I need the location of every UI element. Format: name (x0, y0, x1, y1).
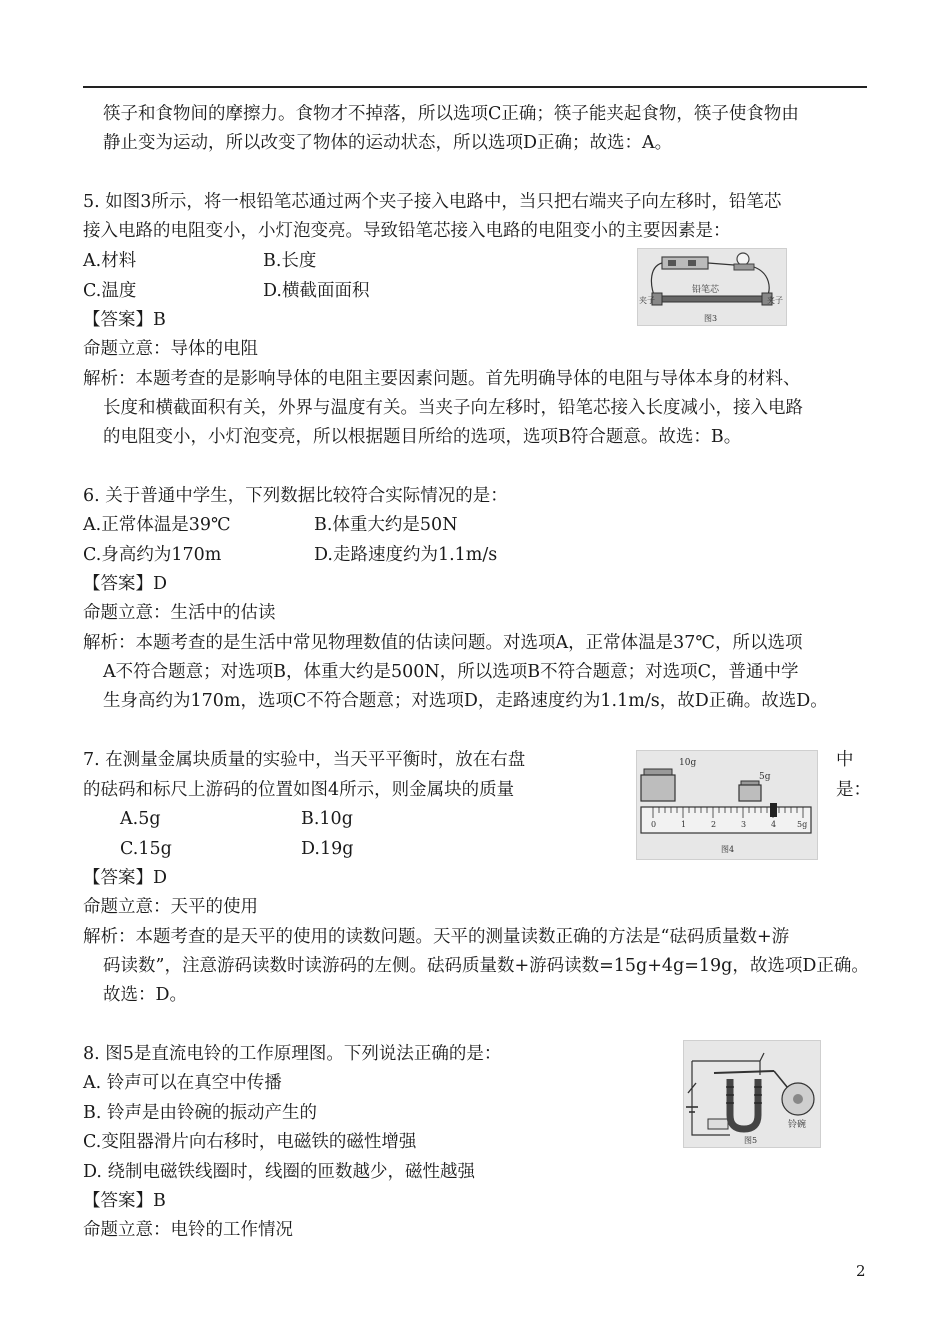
q6-option-d: D.走路速度约为1.1m/s (314, 545, 498, 565)
q7-analysis-line-2: 码读数”，注意游码读数时读游码的左侧。砝码质量数+游码读数=15g+4g=19g，故选项D正确。 (103, 956, 869, 976)
q5-option-d: D.横截面面积 (263, 281, 370, 301)
q6-intent: 命题立意：生活中的估读 (83, 603, 276, 623)
q5-analysis-line-2: 长度和横截面积有关，外界与温度有关。当夹子向左移时，铅笔芯接入长度减小，接入电路 (103, 398, 803, 418)
q7-option-a: A.5g (120, 809, 161, 829)
scale-tick-label-2: 2 (711, 820, 717, 829)
q8-option-d: D. 绕制电磁铁线圈时，线圈的匝数越少，磁性越强 (83, 1162, 476, 1182)
weight-5g-icon (739, 785, 761, 801)
q6-analysis-line-1: 解析：本题考查的是生活中常见物理数值的估读问题。对选项A，正常体温是37℃，所以选项 (83, 633, 803, 653)
figure-3-caption: 图3 (704, 314, 718, 323)
scale-tick-label-3: 3 (741, 820, 747, 829)
rheostat-icon (708, 1119, 728, 1129)
q7-analysis-line-3: 故选：D。 (103, 985, 188, 1005)
q6-option-c: C.身高约为170m (83, 545, 222, 565)
scale-tick-label-0: 0 (651, 820, 657, 829)
q7-analysis-line-1: 解析：本题考查的是天平的使用的读数问题。天平的测量读数正确的方法是“砝码质量数+游 (83, 927, 790, 947)
q7-stem-line-2: 的砝码和标尺上游码的位置如图4所示，则金属块的质量 (83, 780, 515, 800)
q5-analysis-line-1: 解析：本题考查的是影响导体的电阻主要因素问题。首先明确导体的电阻与导体本身的材料、 (83, 369, 801, 389)
bulb-icon (737, 253, 749, 265)
q5-stem-line-1: 5. 如图3所示，将一根铅笔芯通过两个夹子接入电路中，当只把右端夹子向左移时，铅笔芯 (83, 192, 782, 212)
figure-3-pencil-lead-circuit (637, 248, 787, 326)
figure-4-weight-10g-label: 10g (679, 758, 697, 768)
q6-stem: 6. 关于普通中学生，下列数据比较符合实际情况的是： (83, 486, 508, 506)
q8-option-c: C.变阻器滑片向右移时，电磁铁的磁性增强 (83, 1132, 417, 1152)
q7-stem-line-1-end: 中 (836, 750, 854, 770)
q5-analysis-line-3: 的电阻变小，小灯泡变亮，所以根据题目所给的选项，选项B符合题意。故选：B。 (103, 427, 742, 447)
q8-option-b: B. 铃声是由铃碗的振动产生的 (83, 1103, 317, 1123)
q7-stem-line-2-end: 是： (836, 780, 871, 800)
q8-intent: 命题立意：电铃的工作情况 (83, 1220, 293, 1240)
q7-stem-line-1: 7. 在测量金属块质量的实验中，当天平平衡时，放在右盘 (83, 750, 526, 770)
rider-icon (770, 803, 777, 817)
q8-stem: 8. 图5是直流电铃的工作原理图。下列说法正确的是： (83, 1044, 502, 1064)
figure-5-electric-bell (683, 1040, 821, 1148)
q5-option-c: C.温度 (83, 281, 137, 301)
q6-analysis-line-2: A不符合题意；对选项B，体重大约是500N，所以选项B不符合题意；对选项C，普通中学 (103, 662, 799, 682)
figure-3-label-core: 铅笔芯 (692, 285, 720, 295)
q5-stem-line-2: 接入电路的电阻变小，小灯泡变亮。导致铅笔芯接入电路的电阻变小的主要因素是： (83, 221, 731, 241)
q5-answer: 【答案】B (83, 310, 166, 330)
scale-tick-label-1: 1 (681, 820, 687, 829)
weight-10g-icon (641, 775, 675, 801)
q6-option-b: B.体重大约是50N (314, 515, 458, 535)
q6-option-a: A.正常体温是39℃ (83, 515, 231, 535)
armature-icon (714, 1071, 774, 1073)
q5-option-b: B.长度 (263, 251, 317, 271)
electromagnet-icon (730, 1079, 758, 1129)
q7-option-b: B.10g (301, 809, 353, 829)
q6-analysis-line-3: 生身高约为170m，选项C不符合题意；对选项D，走路速度约为1.1m/s，故D正确。故选D。 (103, 691, 828, 711)
q8-option-a: A. 铃声可以在真空中传播 (83, 1073, 282, 1093)
figure-4-caption: 图4 (721, 845, 735, 854)
scale-tick-label-5g: 5g (797, 820, 808, 829)
q7-option-c: C.15g (120, 839, 172, 859)
scale-tick-label-4: 4 (771, 820, 777, 829)
q7-intent: 命题立意：天平的使用 (83, 897, 258, 917)
q7-answer: 【答案】D (83, 868, 168, 888)
header-rule (83, 86, 867, 88)
q6-answer: 【答案】D (83, 574, 168, 594)
scale-ruler (641, 807, 811, 833)
figure-5-label-bowl: 铃碗 (788, 1120, 807, 1130)
q8-answer: 【答案】B (83, 1191, 166, 1211)
figure-3-label-right-clip: 夹子 (767, 296, 783, 305)
intro-line-1: 筷子和食物间的摩擦力。食物才不掉落，所以选项C正确；筷子能夹起食物，筷子使食物由 (103, 104, 799, 124)
figure-5-caption: 图5 (744, 1136, 758, 1145)
q5-option-a: A.材料 (83, 251, 137, 271)
figure-4-weight-5g-label: 5g (759, 772, 771, 782)
q5-intent: 命题立意：导体的电阻 (83, 339, 258, 359)
page-number: 2 (856, 1262, 866, 1280)
intro-line-2: 静止变为运动，所以改变了物体的运动状态，所以选项D正确；故选：A。 (103, 133, 673, 153)
figure-3-label-left-clip: 夹子 (639, 296, 655, 305)
figure-4-balance-weights-and-scale (636, 750, 818, 860)
q7-option-d: D.19g (301, 839, 354, 859)
pencil-lead (656, 296, 768, 302)
